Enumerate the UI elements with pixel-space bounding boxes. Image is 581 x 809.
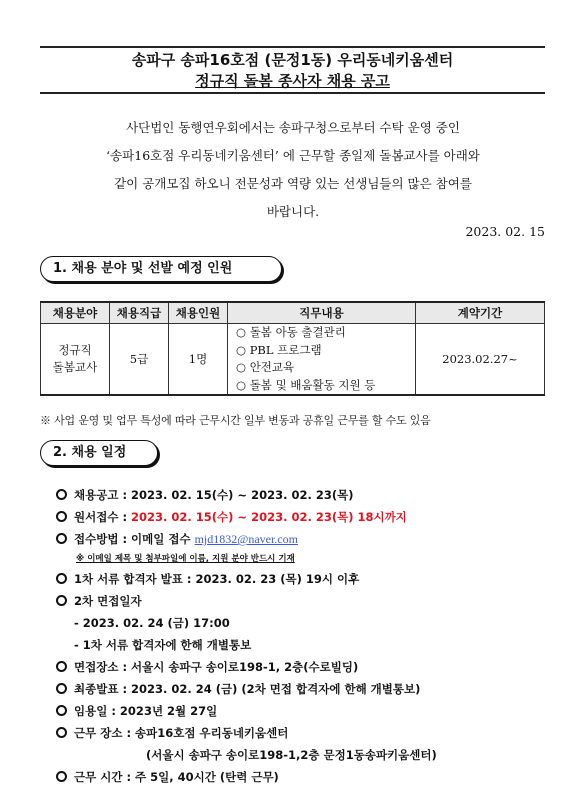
intro-paragraph <box>58 114 528 226</box>
recruitment-table <box>40 301 545 396</box>
contract-cell: 2023.02.27~ <box>416 324 545 396</box>
duty-item: ○ 돌봄 아동 출결관리 <box>236 325 346 339</box>
field-cell <box>41 324 110 396</box>
schedule-start-date: 임용일 : 2023년 2월 27일 <box>56 700 556 722</box>
header-cell: 채용인원 <box>169 302 228 324</box>
section-1-heading: 1. 채용 분야 및 선발 예정 인원 <box>40 256 282 282</box>
table-row <box>41 324 545 396</box>
circle-bullet-icon <box>56 727 67 738</box>
schedule-interview: 2차 면접일자 <box>56 590 556 612</box>
table-note: ※ 사업 운영 및 업무 특성에 따라 근무시간 일부 변동과 공휴일 근무를 할 수도 있음 <box>40 414 431 427</box>
header-cell: 채용직급 <box>110 302 169 324</box>
schedule-list <box>56 484 556 788</box>
circle-bullet-icon <box>56 489 67 500</box>
section-2-heading: 2. 채용 일정 <box>40 440 158 466</box>
table-header-row <box>41 302 545 324</box>
intro-line: 바랍니다. <box>266 204 320 219</box>
schedule-apply: 원서접수 : 2023. 02. 15(수) ~ 2023. 02. 23(목) 18시까지 <box>56 506 556 528</box>
circle-bullet-icon <box>56 661 67 672</box>
header-cell: 채용분야 <box>41 302 110 324</box>
duty-item: ○ 돌봄 및 배움활동 지원 등 <box>236 377 376 392</box>
title-line-1: 송파구 송파16호점 (문정1동) 우리동네키움센터 <box>131 51 454 69</box>
count-cell: 1명 <box>169 324 228 396</box>
schedule-method: 접수방법 : 이메일 접수 mjd1832@naver.com <box>56 528 556 550</box>
circle-bullet-icon <box>56 573 67 584</box>
schedule-interview-place: 면접장소 : 서울시 송파구 송이로198-1, 2층(수로빌딩) <box>56 656 556 678</box>
circle-bullet-icon <box>56 683 67 694</box>
workplace-address: (서울시 송파구 송이로198-1,2층 문정1동송파키움센터) <box>146 748 437 762</box>
schedule-notice: 채용공고 : 2023. 02. 15(수) ~ 2023. 02. 23(목) <box>56 484 556 506</box>
intro-line: 같이 공개모집 하오니 전문성과 역량 있는 선생님들의 많은 참여를 <box>114 176 472 191</box>
schedule-first-result: 1차 서류 합격자 발표 : 2023. 02. 23 (목) 19시 이후 <box>56 568 556 590</box>
field-line: 돌봄교사 <box>52 360 98 374</box>
method-note: ※ 이메일 제목 및 첨부파일에 이름, 지원 분야 반드시 기재 <box>76 554 295 564</box>
schedule-final-result: 최종발표 : 2023. 02. 24 (금) (2차 면접 합격자에 한해 개별통보) <box>56 678 556 700</box>
header-cell: 직무내용 <box>228 302 416 324</box>
interview-date: - 2023. 02. 24 (금) 17:00 <box>74 616 230 630</box>
circle-bullet-icon <box>56 771 67 782</box>
intro-line: 사단법인 동행연우회에서는 송파구청으로부터 수탁 운영 중인 <box>126 120 460 135</box>
email-link[interactable]: mjd1832@naver.com <box>194 532 298 546</box>
circle-bullet-icon <box>56 705 67 716</box>
circle-bullet-icon <box>56 511 67 522</box>
circle-bullet-icon <box>56 533 67 544</box>
grade-cell: 5급 <box>110 324 169 396</box>
apply-period: 2023. 02. 15(수) ~ 2023. 02. 23(목) 18시까지 <box>131 510 407 524</box>
header-cell: 계약기간 <box>416 302 545 324</box>
interview-note: - 1차 서류 합격자에 한해 개별통보 <box>74 638 252 652</box>
title-line-2: 정규직 돌봄 종사자 채용 공고 <box>195 72 390 90</box>
title-box <box>40 46 545 94</box>
field-line: 정규직 <box>58 343 92 357</box>
duty-item: ○ 안전교육 <box>236 360 295 374</box>
schedule-work-hours: 근무 시간 : 주 5일, 40시간 (탄력 근무) <box>56 766 556 788</box>
duties-cell <box>228 324 416 396</box>
notice-date: 2023. 02. 15 <box>465 224 545 239</box>
intro-line: ‘송파16호점 우리동네키움센터’ 에 근무할 종일제 돌봄교사를 아래와 <box>106 148 480 163</box>
circle-bullet-icon <box>56 595 67 606</box>
schedule-workplace: 근무 장소 : 송파16호점 우리동네키움센터 <box>56 722 556 744</box>
duty-item: ○ PBL 프로그램 <box>236 342 322 357</box>
